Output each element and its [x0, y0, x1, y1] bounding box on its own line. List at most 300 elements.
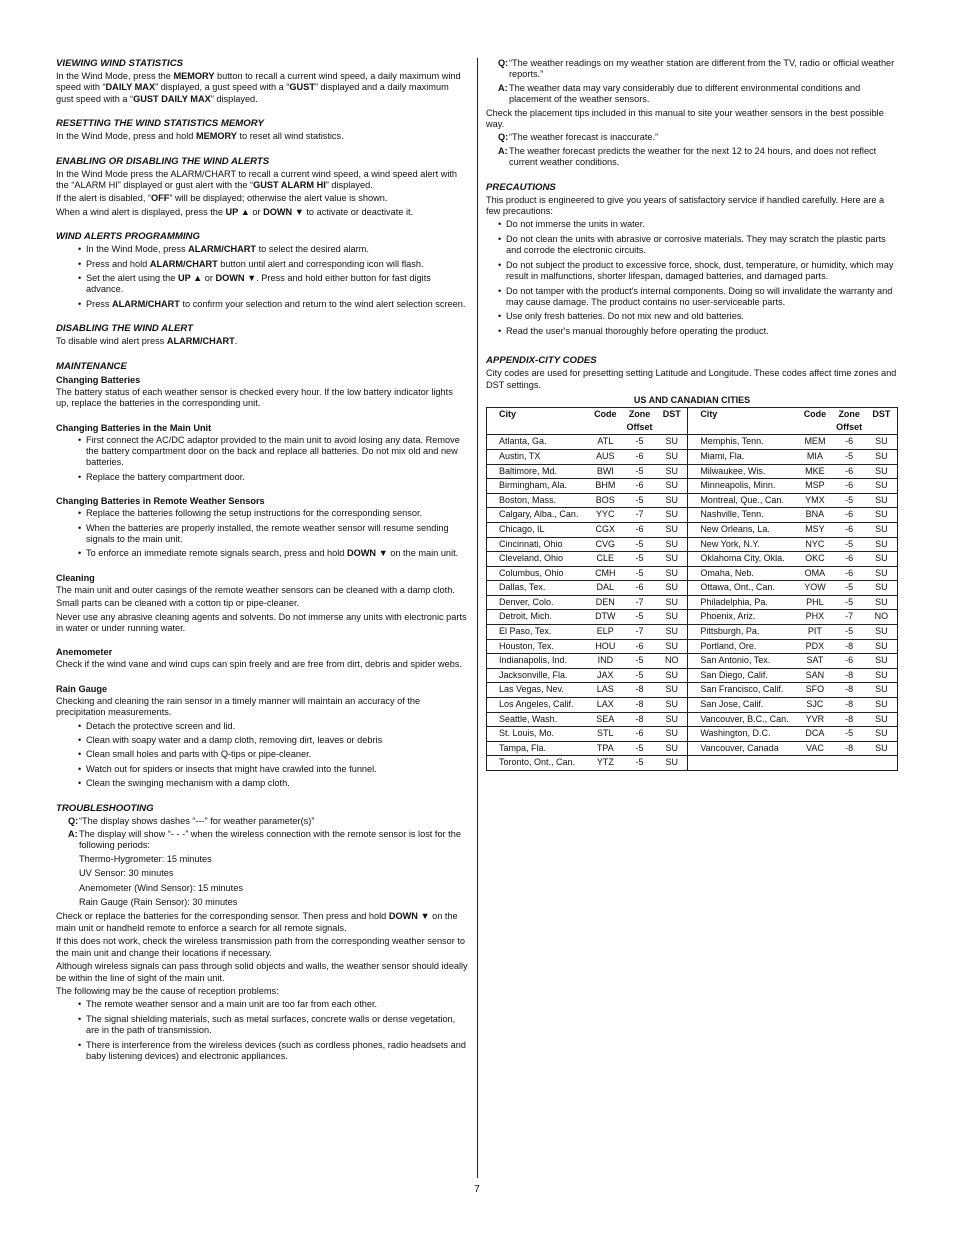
zone-offset-cell: -5 — [623, 566, 656, 581]
dst-cell: SU — [866, 654, 898, 669]
zone-offset-cell: -5 — [833, 727, 866, 742]
question: Q: “The display shows dashes “---” for weather parameter(s)” — [68, 815, 315, 826]
dst-cell: SU — [866, 493, 898, 508]
zone-offset-cell: -6 — [833, 479, 866, 494]
city-cell: Cincinnati, Ohio — [487, 537, 588, 552]
dst-cell: SU — [866, 479, 898, 494]
zone-offset-cell: -7 — [833, 610, 866, 625]
zone-offset-cell: -8 — [833, 683, 866, 698]
zone-offset-cell: -7 — [623, 625, 656, 640]
list-item: • Detach the protective screen and lid. — [56, 721, 468, 732]
code-cell: PDX — [797, 639, 832, 654]
city-cell: New Orleans, La. — [688, 522, 797, 537]
period-line: UV Sensor: 30 minutes — [79, 868, 174, 879]
list-item: • Do not tamper with the product's internal components. Doing so will invalidate the warranty and may cause damage. The product contains no user-serviceable parts. — [486, 286, 898, 309]
table-row — [487, 610, 898, 625]
disabling-wind-alert — [56, 323, 468, 347]
city-cell: Indianapolis, Ind. — [487, 654, 588, 669]
code-cell: YMX — [797, 493, 832, 508]
header-city: City — [487, 408, 588, 435]
zone-offset-cell: -8 — [623, 712, 656, 727]
list-item: • Clean small holes and parts with Q-tips or pipe-cleaner. — [56, 749, 468, 760]
city-cell: Las Vegas, Nev. — [487, 683, 588, 698]
city-cell: Omaha, Neb. — [688, 566, 797, 581]
table-row — [487, 464, 898, 479]
city-cell: Denver, Colo. — [487, 595, 588, 610]
code-cell: YVR — [797, 712, 832, 727]
paragraph: In the Wind Mode press the ALARM/CHART to recall a current wind speed, a wind speed alert with the “ALARM HI” displayed or gust alert with the “GUST ALARM HI” displayed. — [56, 168, 458, 191]
city-cell: Dallas, Tex. — [487, 581, 588, 596]
zone-offset-cell: -5 — [623, 741, 656, 756]
paragraph: Checking and cleaning the rain sensor in a timely manner will maintain an accuracy of the precipitation measurements. — [56, 695, 421, 718]
zone-offset-cell: -6 — [623, 581, 656, 596]
code-cell: MIA — [797, 449, 832, 464]
bullet-list — [56, 435, 468, 484]
subsection-title: Changing Batteries in Remote Weather Sensors — [56, 496, 265, 507]
city-cell: St. Louis, Mo. — [487, 727, 588, 742]
city-cell: San Antonio, Tex. — [688, 654, 797, 669]
zone-offset-cell: -5 — [833, 493, 866, 508]
zone-offset-cell: -5 — [623, 464, 656, 479]
question: Q: “The weather forecast is inaccurate.” — [498, 132, 659, 143]
code-cell: BOS — [588, 493, 623, 508]
dst-cell: SU — [866, 537, 898, 552]
header-dst: DST — [866, 408, 898, 435]
bullet-list — [56, 999, 468, 1062]
section-title: MAINTENANCE — [56, 360, 127, 372]
city-cell: Philadelphia, Pa. — [688, 595, 797, 610]
dst-cell: SU — [866, 683, 898, 698]
dst-cell: SU — [656, 566, 688, 581]
table-row — [487, 493, 898, 508]
table-row — [487, 668, 898, 683]
dst-cell: SU — [656, 595, 688, 610]
dst-cell: SU — [656, 610, 688, 625]
city-cell: Miami, Fla. — [688, 449, 797, 464]
code-cell: HOU — [588, 639, 623, 654]
zone-offset-cell: -6 — [833, 508, 866, 523]
list-item: • Replace the battery compartment door. — [56, 472, 468, 483]
list-item: • Use only fresh batteries. Do not mix new and old batteries. — [486, 311, 898, 322]
wind-alerts-programming — [56, 231, 468, 310]
paragraph: In the Wind Mode, press and hold MEMORY to reset all wind statistics. — [56, 131, 344, 142]
code-cell: CGX — [588, 522, 623, 537]
section-title: WIND ALERTS PROGRAMMING — [56, 231, 200, 243]
paragraph: If the alert is disabled, “OFF” will be displayed; otherwise the alert value is shown. — [56, 193, 388, 204]
code-cell: SAN — [797, 668, 832, 683]
subsection-title: Anemometer — [56, 647, 113, 658]
header-zone-offset: Zone Offset — [833, 408, 866, 435]
section-title: PRECAUTIONS — [486, 181, 556, 193]
table-row — [487, 625, 898, 640]
dst-cell: SU — [866, 581, 898, 596]
bullet-list — [56, 244, 468, 310]
dst-cell: SU — [656, 741, 688, 756]
code-cell — [797, 756, 832, 771]
list-item: • Do not immerse the units in water. — [486, 219, 898, 230]
dst-cell: SU — [866, 712, 898, 727]
troubleshooting — [56, 803, 468, 1063]
dst-cell: SU — [656, 435, 688, 450]
paragraph: The battery status of each weather sensor is checked every hour. If the low battery indicator lights up, replace the batteries in the corresponding unit. — [56, 386, 453, 409]
answer: A: The weather data may vary considerably due to different environmental conditions and placement of the weather sensors. — [498, 82, 861, 105]
code-cell: AUS — [588, 449, 623, 464]
zone-offset-cell: -5 — [833, 595, 866, 610]
city-cell: Montreal, Que., Can. — [688, 493, 797, 508]
right-column — [486, 58, 898, 771]
city-cell: Minneapolis, Minn. — [688, 479, 797, 494]
dst-cell: SU — [656, 698, 688, 713]
table-row — [487, 581, 898, 596]
code-cell: CMH — [588, 566, 623, 581]
dst-cell: SU — [866, 435, 898, 450]
list-item: • When the batteries are properly installed, the remote weather sensor will resume sending signals to the main unit. — [56, 523, 468, 546]
zone-offset-cell: -5 — [833, 537, 866, 552]
zone-offset-cell: -8 — [833, 668, 866, 683]
code-cell: NYC — [797, 537, 832, 552]
code-cell: ELP — [588, 625, 623, 640]
enabling-wind-alerts — [56, 156, 468, 219]
paragraph: Although wireless signals can pass through solid objects and walls, the weather sensor should ideally be within the line of sight of the main unit. — [56, 961, 468, 983]
list-item: • There is interference from the wireless devices (such as cordless phones, radio headsets and baby listening devices) and electronic appliances. — [56, 1040, 468, 1063]
city-cell: Birmingham, Ala. — [487, 479, 588, 494]
city-codes-table — [486, 407, 898, 771]
table-row — [487, 566, 898, 581]
zone-offset-cell: -8 — [833, 698, 866, 713]
city-cell: Pittsburgh, Pa. — [688, 625, 797, 640]
header-code: Code — [797, 408, 832, 435]
period-line: Rain Gauge (Rain Sensor): 30 minutes — [79, 897, 238, 908]
rain-gauge — [56, 683, 468, 790]
paragraph: This product is engineered to give you years of satisfactory service if handled carefully. Here are a few precautions: — [486, 194, 885, 217]
period-line: Anemometer (Wind Sensor): 15 minutes — [79, 882, 243, 893]
zone-offset-cell: -6 — [833, 566, 866, 581]
zone-offset-cell: -5 — [623, 552, 656, 567]
section-title: VIEWING WIND STATISTICS — [56, 58, 184, 69]
list-item: • Press and hold ALARM/CHART button until alert and corresponding icon will flash. — [56, 259, 468, 270]
zone-offset-cell: -6 — [833, 435, 866, 450]
list-item: • To enforce an immediate remote signals search, press and hold DOWN ▼ on the main unit. — [56, 548, 468, 559]
dst-cell: SU — [656, 522, 688, 537]
city-cell: Baltimore, Md. — [487, 464, 588, 479]
list-item: • In the Wind Mode, press ALARM/CHART to select the desired alarm. — [56, 244, 468, 255]
list-item: • First connect the AC/DC adaptor provided to the main unit to avoid losing any data. Remove the battery compartment door on the back and replace all batteries. Do not mix old and new batteries. — [56, 435, 468, 469]
answer: A: The weather forecast predicts the weather for the next 12 to 24 hours, and does not reflect current weather conditions. — [498, 145, 877, 168]
anemometer — [56, 646, 468, 670]
city-cell: New York, N.Y. — [688, 537, 797, 552]
city-cell: San Diego, Calif. — [688, 668, 797, 683]
dst-cell: SU — [866, 552, 898, 567]
code-cell: MSP — [797, 479, 832, 494]
code-cell: YTZ — [588, 756, 623, 771]
city-cell: Calgary, Alba., Can. — [487, 508, 588, 523]
code-cell: OMA — [797, 566, 832, 581]
code-cell: STL — [588, 727, 623, 742]
section-title: APPENDIX-CITY CODES — [486, 355, 597, 367]
dst-cell: SU — [656, 625, 688, 640]
code-cell: JAX — [588, 668, 623, 683]
list-item: • Watch out for spiders or insects that might have crawled into the funnel. — [56, 764, 468, 775]
zone-offset-cell: -5 — [623, 493, 656, 508]
table-row — [487, 741, 898, 756]
changing-batteries — [56, 374, 468, 410]
dst-cell: SU — [656, 581, 688, 596]
header-code: Code — [588, 408, 623, 435]
zone-offset-cell: -6 — [833, 654, 866, 669]
zone-offset-cell: -6 — [623, 727, 656, 742]
city-cell: Tampa, Fla. — [487, 741, 588, 756]
zone-offset-cell: -6 — [623, 522, 656, 537]
code-cell: DCA — [797, 727, 832, 742]
list-item: • The remote weather sensor and a main unit are too far from each other. — [56, 999, 468, 1010]
table-header-row — [487, 408, 898, 435]
section-title: TROUBLESHOOTING — [56, 802, 154, 814]
zone-offset-cell: -6 — [623, 449, 656, 464]
paragraph: To disable wind alert press ALARM/CHART. — [56, 336, 238, 347]
cleaning — [56, 572, 468, 635]
code-cell: SEA — [588, 712, 623, 727]
city-cell: Seattle, Wash. — [487, 712, 588, 727]
paragraph: In the Wind Mode, press the MEMORY button to recall a current wind speed, a daily maximum wind speed with “DAILY MAX” displayed, a gust speed with a “GUST” displayed and a daily maximum gust speed with a “GUST DAILY MAX” displayed. — [56, 71, 461, 104]
period-line: Thermo-Hygrometer: 15 minutes — [79, 853, 212, 864]
dst-cell: SU — [866, 625, 898, 640]
code-cell: PIT — [797, 625, 832, 640]
paragraph: When a wind alert is displayed, press the UP ▲ or DOWN ▼ to activate or deactivate it. — [56, 206, 414, 217]
dst-cell: SU — [866, 698, 898, 713]
zone-offset-cell — [833, 756, 866, 771]
zone-offset-cell: -5 — [623, 756, 656, 771]
table-row — [487, 479, 898, 494]
code-cell: LAS — [588, 683, 623, 698]
dst-cell: SU — [866, 727, 898, 742]
dst-cell: SU — [866, 668, 898, 683]
table-row — [487, 698, 898, 713]
zone-offset-cell: -7 — [623, 508, 656, 523]
maintenance — [56, 361, 468, 790]
dst-cell: SU — [866, 639, 898, 654]
zone-offset-cell: -5 — [623, 610, 656, 625]
dst-cell: SU — [866, 508, 898, 523]
viewing-wind-statistics — [56, 58, 468, 105]
page-number: 7 — [474, 1184, 480, 1195]
paragraph: If this does not work, check the wireless transmission path from the corresponding weather sensor to the main unit and change their locations if necessary. — [56, 936, 466, 958]
bullet-list — [56, 721, 468, 790]
city-cell: Atlanta, Ga. — [487, 435, 588, 450]
table-row — [487, 727, 898, 742]
code-cell: DTW — [588, 610, 623, 625]
zone-offset-cell: -6 — [833, 552, 866, 567]
dst-cell: SU — [656, 449, 688, 464]
dst-cell: SU — [866, 464, 898, 479]
code-cell: BHM — [588, 479, 623, 494]
paragraph: Small parts can be cleaned with a cotton tip or pipe-cleaner. — [56, 598, 300, 609]
table-row — [487, 639, 898, 654]
subsection-title: Cleaning — [56, 572, 95, 583]
code-cell: YOW — [797, 581, 832, 596]
section-title: ENABLING OR DISABLING THE WIND ALERTS — [56, 155, 270, 167]
table-row — [487, 449, 898, 464]
table-row — [487, 595, 898, 610]
zone-offset-cell: -5 — [623, 668, 656, 683]
city-cell: San Jose, Calif. — [688, 698, 797, 713]
table-row — [487, 712, 898, 727]
code-cell: MEM — [797, 435, 832, 450]
table-row — [487, 683, 898, 698]
city-cell: Houston, Tex. — [487, 639, 588, 654]
dst-cell: SU — [656, 508, 688, 523]
code-cell: SJC — [797, 698, 832, 713]
table-row — [487, 522, 898, 537]
dst-cell: SU — [866, 449, 898, 464]
city-cell: Memphis, Tenn. — [688, 435, 797, 450]
city-cell: Los Angeles, Calif. — [487, 698, 588, 713]
city-cell — [688, 756, 797, 771]
paragraph: The following may be the cause of reception problems: — [56, 985, 279, 996]
city-cell: Columbus, Ohio — [487, 566, 588, 581]
list-item: • Read the user's manual thoroughly before operating the product. — [486, 326, 898, 337]
left-column — [56, 58, 468, 1075]
subsection-title: Changing Batteries in the Main Unit — [56, 422, 212, 433]
city-cell: Milwaukee, Wis. — [688, 464, 797, 479]
zone-offset-cell: -6 — [833, 464, 866, 479]
paragraph: City codes are used for presetting setting Latitude and Longitude. These codes affect time zones and DST settings. — [486, 368, 897, 390]
zone-offset-cell: -5 — [833, 625, 866, 640]
table-row — [487, 508, 898, 523]
dst-cell: SU — [656, 712, 688, 727]
section-title: RESETTING THE WIND STATISTICS MEMORY — [56, 118, 264, 130]
zone-offset-cell: -8 — [833, 741, 866, 756]
code-cell: CLE — [588, 552, 623, 567]
code-cell: PHX — [797, 610, 832, 625]
code-cell: DEN — [588, 595, 623, 610]
dst-cell: SU — [656, 493, 688, 508]
changing-batteries-main-unit — [56, 422, 468, 484]
city-cell: El Paso, Tex. — [487, 625, 588, 640]
zone-offset-cell: -5 — [623, 537, 656, 552]
zone-offset-cell: -5 — [623, 654, 656, 669]
dst-cell: SU — [656, 639, 688, 654]
changing-batteries-remote — [56, 495, 468, 560]
dst-cell: SU — [866, 566, 898, 581]
table-row — [487, 654, 898, 669]
dst-cell: SU — [656, 537, 688, 552]
code-cell: PHL — [797, 595, 832, 610]
dst-cell: NO — [866, 610, 898, 625]
list-item: • Clean the swinging mechanism with a damp cloth. — [56, 778, 468, 789]
code-cell: SFO — [797, 683, 832, 698]
zone-offset-cell: -8 — [623, 683, 656, 698]
table-row — [487, 756, 898, 771]
dst-cell: SU — [656, 464, 688, 479]
city-cell: Ottawa, Ont., Can. — [688, 581, 797, 596]
city-cell: Vancouver, Canada — [688, 741, 797, 756]
precautions — [486, 182, 898, 337]
zone-offset-cell: -8 — [623, 698, 656, 713]
header-dst: DST — [656, 408, 688, 435]
code-cell: OKC — [797, 552, 832, 567]
table-row — [487, 435, 898, 450]
list-item: • Do not clean the units with abrasive or corrosive materials. They may scratch the plastic parts and corrode the electronic circuits. — [486, 234, 898, 257]
city-cell: Toronto, Ont., Can. — [487, 756, 588, 771]
code-cell: SAT — [797, 654, 832, 669]
question: Q: “The weather readings on my weather station are different from the TV, radio or official weather reports.” — [498, 58, 895, 80]
zone-offset-cell: -5 — [833, 581, 866, 596]
code-cell: MSY — [797, 522, 832, 537]
paragraph: Never use any abrasive cleaning agents and solvents. Do not immerse any units with electronic parts in water or under running water. — [56, 611, 467, 633]
table-caption: US AND CANADIAN CITIES — [633, 394, 751, 405]
city-cell: Washington, D.C. — [688, 727, 797, 742]
code-cell: DAL — [588, 581, 623, 596]
zone-offset-cell: -8 — [833, 712, 866, 727]
code-cell: VAC — [797, 741, 832, 756]
bullet-list — [486, 219, 898, 337]
header-zone-offset: Zone Offset — [623, 408, 656, 435]
city-cell: Jacksonville, Fla. — [487, 668, 588, 683]
dst-cell: SU — [656, 668, 688, 683]
city-cell: Portland, Ore. — [688, 639, 797, 654]
bullet-list — [56, 508, 468, 560]
dst-cell: SU — [866, 522, 898, 537]
dst-cell: SU — [656, 479, 688, 494]
city-cell: Vancouver, B.C., Can. — [688, 712, 797, 727]
header-city: City — [688, 408, 797, 435]
dst-cell — [866, 756, 898, 771]
list-item: • The signal shielding materials, such as metal surfaces, concrete walls or dense vegetation, are in the path of transmission. — [56, 1014, 468, 1037]
dst-cell: NO — [656, 654, 688, 669]
city-cell: San Francisco, Calif. — [688, 683, 797, 698]
city-cell: Oklahoma City, Okla. — [688, 552, 797, 567]
list-item: • Clean with soapy water and a damp cloth, removing dirt, leaves or debris — [56, 735, 468, 746]
list-item: • Set the alert using the UP ▲ or DOWN ▼. Press and hold either button for fast digits advance. — [56, 273, 468, 296]
dst-cell: SU — [656, 756, 688, 771]
table-body — [487, 435, 898, 771]
code-cell: TPA — [588, 741, 623, 756]
city-cell: Phoenix, Ariz. — [688, 610, 797, 625]
city-cell: Austin, TX — [487, 449, 588, 464]
code-cell: CVG — [588, 537, 623, 552]
zone-offset-cell: -5 — [833, 449, 866, 464]
subsection-title: Changing Batteries — [56, 374, 141, 385]
paragraph: Check the placement tips included in this manual to site your weather sensors in the best possible way. — [486, 107, 884, 130]
code-cell: BNA — [797, 508, 832, 523]
resetting-wind-statistics — [56, 118, 468, 142]
list-item: • Replace the batteries following the setup instructions for the corresponding sensor. — [56, 508, 468, 519]
code-cell: LAX — [588, 698, 623, 713]
zone-offset-cell: -8 — [833, 639, 866, 654]
city-cell: Detroit, Mich. — [487, 610, 588, 625]
subsection-title: Rain Gauge — [56, 683, 108, 694]
dst-cell: SU — [866, 595, 898, 610]
zone-offset-cell: -6 — [833, 522, 866, 537]
code-cell: MKE — [797, 464, 832, 479]
city-cell: Chicago, IL — [487, 522, 588, 537]
zone-offset-cell: -6 — [623, 479, 656, 494]
zone-offset-cell: -5 — [623, 435, 656, 450]
city-cell: Cleveland, Ohio — [487, 552, 588, 567]
dst-cell: SU — [656, 552, 688, 567]
answer: A: The display will show “- - -” when the wireless connection with the remote sensor is lost for the following periods: — [68, 829, 461, 851]
city-cell: Boston, Mass. — [487, 493, 588, 508]
city-cell: Nashville, Tenn. — [688, 508, 797, 523]
list-item: • Press ALARM/CHART to confirm your selection and return to the wind alert selection screen. — [56, 299, 468, 310]
code-cell: BWI — [588, 464, 623, 479]
paragraph: Check or replace the batteries for the corresponding sensor. Then press and hold DOWN ▼ on the main unit or handheld remote to enforce a search for all remote signals. — [56, 911, 458, 933]
zone-offset-cell: -6 — [623, 639, 656, 654]
table-row — [487, 552, 898, 567]
section-title: DISABLING THE WIND ALERT — [56, 323, 193, 335]
troubleshooting-continued — [486, 58, 898, 169]
dst-cell: SU — [656, 727, 688, 742]
